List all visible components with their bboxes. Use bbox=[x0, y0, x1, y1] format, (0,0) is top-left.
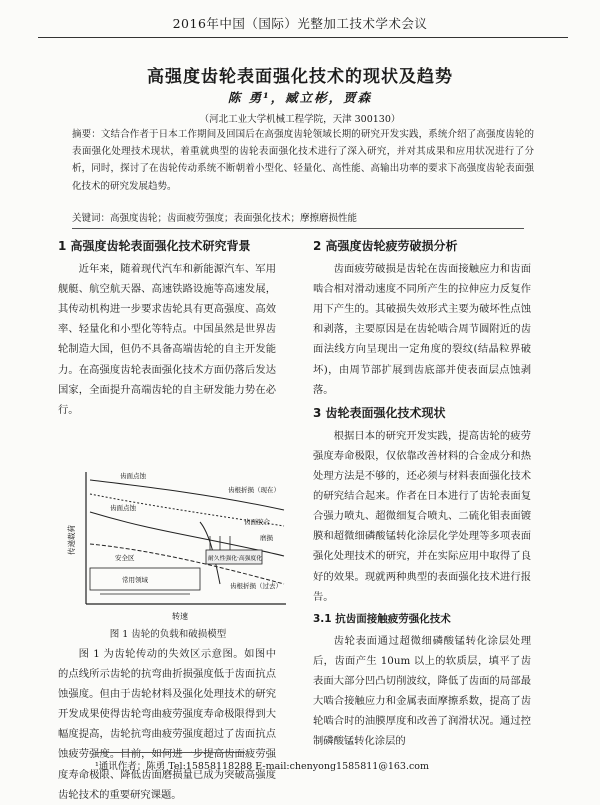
label-pitting: 齿面点蚀 bbox=[120, 472, 146, 480]
left-column-top bbox=[58, 236, 276, 420]
section-1-heading: 1 高强度齿轮表面强化技术研究背景 bbox=[58, 239, 251, 253]
section-3-1-paragraph-1: 齿轮表面通过超微细磷酸锰转化涂层处理后，齿面产生 10um 以上的软质层，填平了齿表面大部分凹凸切削波纹，降低了齿面的局部最大啮合接触应力和金属表面摩擦系数，提高了齿轮啮合时的油膜厚度和改善了润滑状况。通过控制磷酸锰转化涂层的 bbox=[313, 634, 531, 748]
section-1-paragraph-1: 近年来，随着现代汽车和新能源汽车、军用舰艇、航空航天器、高速铁路设施等高速发展，其传动机构进一步要求齿轮具有更高强度、高效率、轻量化和小型化等特点。中国虽然是世界齿轮制造大国，但仍不具备高端齿轮的自主开发能力。在高强度齿轮表面强化技术方面仍落后发达国家，全面提升高端齿轮的自主研发能力势在必行。 bbox=[58, 263, 276, 416]
label-wear: 磨损 bbox=[260, 534, 273, 542]
figure-y-label: 传递载荷 bbox=[67, 525, 76, 555]
figure-x-label: 转速 bbox=[172, 612, 188, 621]
figure-1-caption: 图 1 齿轮的负载和破损模型 bbox=[109, 629, 227, 640]
paper-keywords: 关键词：高强度齿轮；齿面疲劳强度；表面强化技术；摩擦磨损性能 bbox=[72, 213, 358, 224]
label-scoring: 齿面胶合 bbox=[244, 518, 270, 526]
conference-header: 2016年中国（国际）光整加工技术学术会议 bbox=[172, 16, 428, 31]
paper-title: 高强度齿轮表面强化技术的现状及趋势 bbox=[147, 67, 453, 87]
left-column-bottom bbox=[58, 644, 276, 805]
label-safe: 安全区 bbox=[115, 554, 135, 562]
figure-1-diagram bbox=[60, 464, 294, 624]
section-3-heading: 3 齿轮表面强化技术现状 bbox=[313, 405, 446, 420]
section-1-paragraph-2: 图 1 为齿轮传动的失效区示意图。如图中的点线所示齿轮的抗弯曲折损强度低于齿面抗点蚀强度。但由于齿轮材料及强化处理技术的研究开发成果使得齿轮弯曲疲劳强度寿命极限得到大幅度提高，齿轮抗弯曲疲劳强度超过了齿面抗点蚀疲劳强度。目前，如何进一步提高齿面疲劳强度寿命极限、降低齿面磨损量已成为突破高强度齿轮技术的重要研究课题。 bbox=[58, 648, 276, 801]
header-rule bbox=[38, 37, 568, 38]
footnote: ¹通讯作者：陈勇 Tel:15858118288 E-mail:chenyong1585811@163.com bbox=[95, 761, 430, 772]
section-2-heading: 2 高强度齿轮疲劳破损分析 bbox=[313, 239, 458, 253]
section-3-paragraph-1: 根据日本的研究开发实践，提高齿轮的疲劳强度寿命极限，仅依靠改善材料的合金成分和热处理方法是不够的，还必须与材料表面强化技术的研究结合起来。作者在日本进行了齿轮表面复合强力喷丸、超微细复合喷丸、二硫化钼表面镀膜和超微细磷酸锰转化涂层化学处理等多项表面强化处理技术的研究，并在实际应用中取得了良好的效果。现就两种典型的表面强化技术进行报告。 bbox=[313, 429, 531, 603]
label-surface-fail: 齿面点蚀 bbox=[110, 504, 136, 512]
footnote-rule bbox=[95, 752, 245, 753]
label-tooth-break-current: 齿根折损（现在） bbox=[228, 486, 280, 494]
label-common: 常用领域 bbox=[122, 576, 148, 584]
section-3-1-heading: 3.1 抗齿面接触疲劳强化技术 bbox=[313, 612, 451, 625]
figure-1 bbox=[60, 464, 294, 624]
paper-authors: 陈 勇¹，臧立彬，贾森 bbox=[227, 90, 373, 105]
label-tooth-break-future: 齿根折损（过去） bbox=[230, 582, 282, 590]
abstract-divider bbox=[72, 228, 524, 229]
right-column bbox=[313, 236, 531, 751]
section-2-paragraph-1: 齿面疲劳破损是齿轮在齿面接触应力和齿面啮合相对滑动速度不同所产生的拉伸应力反复作用下产生的。其破损失效形式主要为破坏性点蚀和剥落，主要原因是在齿轮啮合周节圆附近的齿面法线方向呈现出一定角度的裂纹(结晶粒界破坏)，由周节部扩展到齿底部并使表面层点蚀剥落。 bbox=[313, 263, 531, 396]
paper-affiliation: （河北工业大学机械工程学院，天津 300130） bbox=[199, 114, 401, 125]
paper-abstract: 摘要：文结合作者于日本工作期间及回国后在高强度齿轮领域长期的研究开发实践，系统介绍了高强度齿轮的表面强化处理技术现状，着重就典型的齿轮表面强化技术进行了深入研究，并对其成果和应用状况进行了分析，同时，探讨了在齿轮传动系统不断朝着小型化、轻量化、高性能、高输出功率的要求下高强度齿轮表面强化技术的研究发展趋势。 bbox=[72, 129, 534, 192]
label-target: 耐久性强化·高强度化 bbox=[208, 556, 263, 562]
